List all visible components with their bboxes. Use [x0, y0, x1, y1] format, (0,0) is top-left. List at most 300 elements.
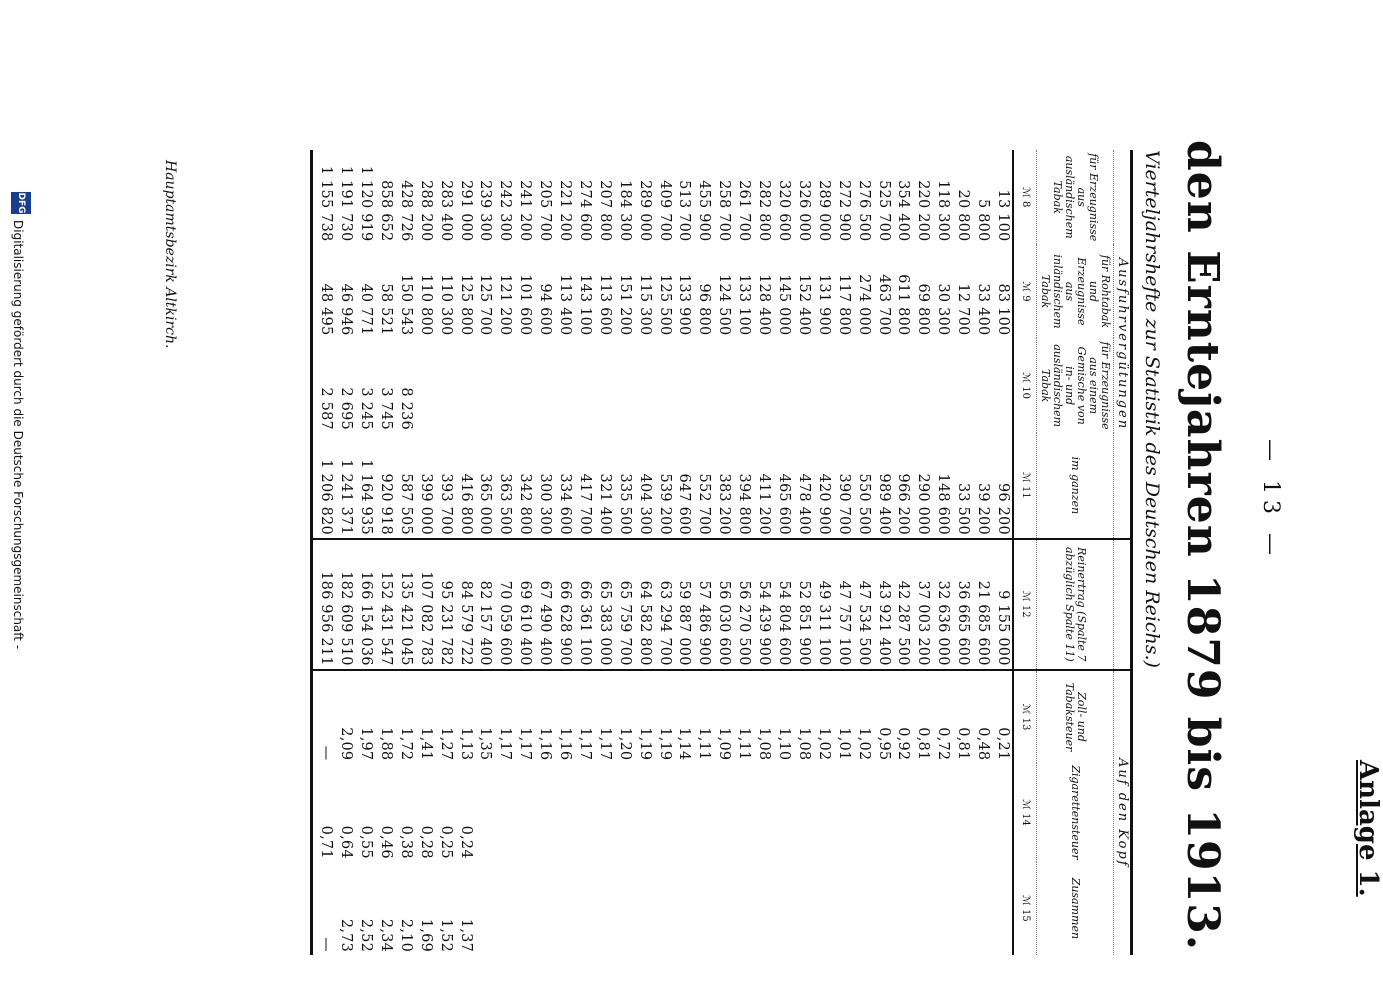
unit-label: ℳ — [1020, 281, 1031, 293]
table-cell: 513 700 — [676, 180, 693, 242]
table-cell: 1,11 — [733, 670, 753, 764]
table-cell: 96 200 — [995, 482, 1011, 535]
table-cell — [912, 862, 932, 955]
table-cell: 13 100 — [995, 189, 1011, 242]
table-cell: 1,35 — [475, 670, 495, 764]
table-cell: 0,92 — [893, 670, 913, 764]
column-header: für Erzeugnisse aus ausländischem Tabak — [1037, 150, 1114, 244]
table-cell — [475, 338, 495, 432]
table-cell — [753, 338, 773, 432]
table-cell: 2,73 — [338, 918, 355, 952]
table-cell: — — [312, 670, 335, 764]
table-cell — [992, 338, 1013, 432]
table-cell: 12 700 — [955, 283, 972, 336]
table-cell: 3 245 — [358, 387, 374, 430]
table-cell: 42 287 500 — [893, 539, 913, 670]
table-cell: 920 918 — [377, 473, 394, 535]
table-cell — [773, 862, 793, 955]
table-cell: 242 300 — [497, 180, 514, 242]
table-cell — [873, 763, 893, 861]
table-cell — [773, 763, 793, 861]
table-cell: 1,16 — [554, 670, 574, 764]
table-row — [873, 150, 893, 955]
table-cell — [455, 338, 475, 432]
column-index: 11 — [1020, 485, 1031, 499]
table-cell: — — [312, 862, 335, 955]
table-cell: 0,28 — [417, 825, 434, 859]
table-cell: 182 609 510 — [335, 539, 355, 670]
table-row — [634, 150, 654, 955]
table-cell: 394 800 — [736, 473, 753, 535]
table-cell — [674, 862, 694, 955]
table-cell: 239 300 — [477, 180, 494, 242]
table-cell: 125 500 — [656, 274, 673, 336]
table-cell: 64 582 800 — [634, 539, 654, 670]
column-number — [1013, 862, 1037, 955]
table-cell — [654, 763, 674, 861]
table-cell: 221 200 — [557, 180, 574, 242]
table-cell: 274 000 — [855, 274, 872, 336]
column-header: Zoll- und Tabaksteuer — [1037, 670, 1114, 764]
table-cell: 66 628 900 — [554, 539, 574, 670]
table-cell: 587 505 — [397, 473, 414, 535]
table-row — [614, 150, 634, 955]
table-row — [375, 150, 395, 955]
table-row — [395, 150, 415, 955]
table-cell — [733, 338, 753, 432]
table-cell: 145 000 — [776, 274, 793, 336]
table-row — [932, 150, 952, 955]
table-cell: 1,41 — [415, 670, 435, 764]
table-cell: 0,64 — [338, 825, 355, 859]
table-cell — [733, 763, 753, 861]
table-row — [475, 150, 495, 955]
table-row — [813, 150, 833, 955]
table-cell: 858 652 — [377, 180, 394, 242]
table-cell: 2,34 — [377, 918, 394, 952]
table-cell — [853, 763, 873, 861]
table-cell: 1,72 — [395, 670, 415, 764]
table-cell — [793, 862, 813, 955]
table-cell: 32 636 000 — [932, 539, 952, 670]
table-cell: 321 400 — [596, 473, 613, 535]
table-row — [972, 150, 992, 955]
table-row — [494, 150, 514, 955]
table-cell: 33 500 — [955, 482, 972, 535]
table-cell: 69 610 400 — [514, 539, 534, 670]
table-cell: 550 500 — [855, 473, 872, 535]
table-cell — [435, 338, 455, 432]
table-cell: 1,08 — [793, 670, 813, 764]
table-cell: 320 600 — [776, 180, 793, 242]
table-cell: 258 700 — [716, 180, 733, 242]
table-row — [554, 150, 574, 955]
table-cell — [972, 862, 992, 955]
table-cell — [972, 338, 992, 432]
table-row — [992, 150, 1013, 955]
table-cell: 121 200 — [497, 274, 514, 336]
table-body — [312, 150, 1013, 955]
table-cell: 1,19 — [634, 670, 654, 764]
table-cell: 241 200 — [517, 180, 534, 242]
table-row — [674, 150, 694, 955]
table-cell: 143 100 — [576, 274, 593, 336]
table-cell — [713, 338, 733, 432]
table-cell — [614, 763, 634, 861]
table-cell: 420 900 — [815, 473, 832, 535]
table-row — [833, 150, 853, 955]
table-cell — [614, 338, 634, 432]
table-cell — [713, 862, 733, 955]
unit-label: ℳ — [1020, 590, 1031, 602]
table-cell — [753, 763, 773, 861]
column-header: für Rohtabak und Erzeugnisse aus inländischem Tabak — [1037, 244, 1114, 338]
table-cell: 966 200 — [895, 473, 912, 535]
table-cell — [514, 338, 534, 432]
table-cell: 39 200 — [975, 482, 992, 535]
table-row — [654, 150, 674, 955]
table-cell: 1,14 — [674, 670, 694, 764]
unit-label: ℳ — [1020, 895, 1031, 906]
table-cell: 5 800 — [975, 198, 992, 242]
table-cell: 59 887 000 — [674, 539, 694, 670]
column-index: 10 — [1020, 386, 1031, 399]
table-cell — [873, 338, 893, 432]
table-cell: 1 241 371 — [338, 459, 355, 535]
table-cell: 365 000 — [477, 473, 494, 535]
table-cell: 1,88 — [375, 670, 395, 764]
table-cell — [853, 862, 873, 955]
table-cell: 186 956 211 — [312, 539, 335, 670]
table-cell: 113 600 — [596, 274, 613, 336]
column-number — [1013, 150, 1037, 244]
table-cell: 30 300 — [935, 283, 952, 336]
table-cell: 133 100 — [736, 274, 753, 336]
table-row — [853, 150, 873, 955]
table-cell: 1,17 — [494, 670, 514, 764]
table-cell — [554, 862, 574, 955]
table-cell: 66 361 100 — [574, 539, 594, 670]
table-cell: 291 000 — [457, 180, 474, 242]
unit-label: ℳ — [1020, 799, 1031, 810]
table-cell: 478 400 — [795, 473, 812, 535]
table-cell: 289 000 — [815, 180, 832, 242]
column-header: Reinertrag (Spalte 7 abzüglich Spalte 11) — [1037, 539, 1114, 670]
table-row — [753, 150, 773, 955]
table-cell — [893, 763, 913, 861]
table-row — [534, 150, 554, 955]
table-cell — [972, 763, 992, 861]
table-cell — [813, 763, 833, 861]
table-cell: 125 700 — [477, 274, 494, 336]
column-index: 9 — [1020, 295, 1031, 302]
table-cell: 20 800 — [955, 189, 972, 242]
table-cell: 37 003 200 — [912, 539, 932, 670]
table-cell: 1,17 — [574, 670, 594, 764]
table-cell: 1,37 — [457, 918, 474, 952]
table-cell — [534, 338, 554, 432]
table-cell: 56 030 600 — [713, 539, 733, 670]
table-cell: 46 946 — [338, 283, 355, 336]
table-cell: 428 726 — [397, 180, 414, 242]
table-cell: 1,17 — [514, 670, 534, 764]
table-cell: 49 311 100 — [813, 539, 833, 670]
table-cell: 1,09 — [713, 670, 733, 764]
table-cell: 58 521 — [377, 283, 394, 336]
unit-label: ℳ — [1020, 372, 1031, 384]
table-cell: 128 400 — [756, 274, 773, 336]
table-cell — [594, 338, 614, 432]
table-cell: 82 157 400 — [475, 539, 495, 670]
table-cell: 69 800 — [915, 283, 932, 336]
table-cell: 67 490 400 — [534, 539, 554, 670]
table-cell — [912, 763, 932, 861]
table-cell: 2 587 — [312, 338, 335, 432]
table-cell: 220 200 — [915, 180, 932, 242]
table-cell: 390 700 — [835, 473, 852, 535]
table-cell: 184 300 — [616, 180, 633, 242]
table-cell: 1 120 919 — [358, 165, 374, 242]
page-number: — 13 — — [1258, 439, 1283, 561]
table-cell: 455 900 — [696, 180, 713, 242]
table-cell: 56 270 500 — [733, 539, 753, 670]
table-cell: 8 236 — [397, 387, 414, 430]
table-cell: 289 000 — [636, 180, 653, 242]
table-cell: 131 900 — [815, 274, 832, 336]
table-cell: 1,02 — [853, 670, 873, 764]
table-cell — [634, 862, 654, 955]
table-row — [893, 150, 913, 955]
table-cell: 416 800 — [457, 473, 474, 535]
table-cell: 95 231 782 — [435, 539, 455, 670]
table-cell: 0,21 — [992, 670, 1013, 764]
table-cell — [992, 763, 1013, 861]
table-row — [355, 150, 375, 955]
table-cell: 326 000 — [795, 180, 812, 242]
table-cell: 1,11 — [694, 670, 714, 764]
table-cell — [694, 338, 714, 432]
table-cell — [554, 763, 574, 861]
digitization-note: Digitalisierung gefördert durch die Deutsche Forschungsgemeinschaft - — [11, 220, 25, 650]
column-number — [1013, 539, 1037, 670]
table-cell: 1,52 — [437, 918, 454, 952]
table-cell: 611 800 — [895, 274, 912, 336]
table-cell: 47 757 100 — [833, 539, 853, 670]
table-cell: 0,46 — [377, 825, 394, 859]
table-cell — [773, 338, 793, 432]
unit-label: ℳ — [1020, 187, 1031, 198]
column-header: Zusammen — [1037, 862, 1114, 955]
table-cell — [952, 862, 972, 955]
table-cell: 463 700 — [875, 274, 892, 336]
table-cell — [793, 763, 813, 861]
table-cell: 117 800 — [835, 274, 852, 336]
table-row — [793, 150, 813, 955]
column-number — [1013, 763, 1037, 861]
table-cell: 276 500 — [855, 180, 872, 242]
table-cell — [494, 763, 514, 861]
table-cell: 354 400 — [895, 180, 912, 242]
table-row — [694, 150, 714, 955]
table-cell: 1,69 — [417, 918, 434, 952]
table-cell: 36 665 600 — [952, 539, 972, 670]
table-cell: 0,25 — [437, 825, 454, 859]
table-cell: 52 851 900 — [793, 539, 813, 670]
table-cell: 272 900 — [835, 180, 852, 242]
table-cell: 205 700 — [537, 180, 554, 242]
column-index: 14 — [1020, 813, 1031, 826]
table-cell — [793, 338, 813, 432]
table-cell: 3 745 — [377, 387, 394, 430]
table-cell: 1,17 — [594, 670, 614, 764]
table-row — [415, 150, 435, 955]
table-cell: 399 000 — [417, 473, 434, 535]
table-cell: 290 000 — [915, 473, 932, 535]
table-cell — [853, 338, 873, 432]
footer-note: Hauptamtsbezirk Altkirch. — [162, 160, 178, 349]
table-cell: 1,20 — [614, 670, 634, 764]
table-cell: 166 154 036 — [355, 539, 375, 670]
table-cell: 83 100 — [995, 283, 1011, 336]
table-cell — [893, 338, 913, 432]
table-cell: 393 700 — [437, 473, 454, 535]
column-index: 13 — [1020, 717, 1031, 731]
column-index: 12 — [1020, 604, 1031, 618]
table-row — [733, 150, 753, 955]
table-cell: 0,72 — [932, 670, 952, 764]
table-cell — [594, 862, 614, 955]
table-cell: 334 600 — [557, 473, 574, 535]
group-header-blank — [1114, 539, 1132, 670]
statistics-table — [310, 150, 1133, 955]
table-cell: 417 700 — [576, 473, 593, 535]
table-cell: 335 500 — [616, 473, 633, 535]
group-header-export: Ausfuhrvergütungen — [1114, 150, 1132, 539]
table-cell: 110 800 — [417, 274, 434, 336]
table-cell: 2 695 — [338, 387, 355, 430]
table-cell: 1 155 738 — [312, 150, 335, 244]
table-cell: 151 200 — [616, 274, 633, 336]
table-cell — [873, 862, 893, 955]
table-cell: 207 800 — [596, 180, 613, 242]
table-cell: 65 383 000 — [594, 539, 614, 670]
table-cell — [893, 862, 913, 955]
annex-label: Anlage 1. — [1353, 760, 1383, 897]
column-header: für Erzeugnisse aus einem Gemische von in- und ausländischem Tabak — [1037, 338, 1114, 432]
table-cell: 152 400 — [795, 274, 812, 336]
page-title: den Erntejahren 1879 bis 1913. — [1177, 140, 1228, 952]
table-cell: 1,08 — [753, 670, 773, 764]
table-cell: 539 200 — [656, 473, 673, 535]
table-cell: 1 164 935 — [358, 459, 374, 535]
table-cell — [713, 763, 733, 861]
table-cell — [733, 862, 753, 955]
table-cell — [694, 862, 714, 955]
table-cell: 1,27 — [435, 670, 455, 764]
table-cell: 152 431 547 — [375, 539, 395, 670]
table-cell — [534, 763, 554, 861]
page-subtitle: Vierteljahrshefte zur Statistik des Deutschen Reichs.) — [1141, 150, 1163, 668]
table-cell: 0,24 — [457, 825, 474, 859]
table-cell — [932, 862, 952, 955]
table-cell: 107 082 783 — [415, 539, 435, 670]
table-cell — [813, 862, 833, 955]
table-cell — [475, 862, 495, 955]
table-cell — [534, 862, 554, 955]
table-cell: 282 800 — [756, 180, 773, 242]
unit-label: ℳ — [1020, 472, 1031, 483]
table-cell: 1,02 — [813, 670, 833, 764]
table-row — [952, 150, 972, 955]
table-cell — [654, 338, 674, 432]
table-cell: 274 600 — [576, 180, 593, 242]
table-cell: 9 155 000 — [992, 539, 1013, 670]
table-cell — [952, 763, 972, 861]
table-row — [455, 150, 475, 955]
table-cell — [833, 862, 853, 955]
table-cell: 135 421 045 — [395, 539, 415, 670]
table-cell: 70 059 600 — [494, 539, 514, 670]
table-row — [594, 150, 614, 955]
table-cell — [932, 763, 952, 861]
table-cell: 21 685 600 — [972, 539, 992, 670]
table-cell: 124 500 — [716, 274, 733, 336]
table-cell — [634, 763, 654, 861]
table-cell — [833, 338, 853, 432]
table-cell: 0,81 — [912, 670, 932, 764]
table-cell: 0,55 — [358, 825, 374, 859]
table-row — [574, 150, 594, 955]
table-cell: 101 600 — [517, 274, 534, 336]
table-cell: 1,97 — [355, 670, 375, 764]
table-cell: 65 759 700 — [614, 539, 634, 670]
table-cell: 363 500 — [497, 473, 514, 535]
table-cell: 0,48 — [972, 670, 992, 764]
table-cell: 989 400 — [875, 473, 892, 535]
table-cell: 96 800 — [696, 283, 713, 336]
table-cell: 0,38 — [397, 825, 414, 859]
table-cell: 2,10 — [397, 918, 414, 952]
table-cell: 465 600 — [776, 473, 793, 535]
table-cell: 150 543 — [397, 274, 414, 336]
table-cell: 133 900 — [676, 274, 693, 336]
table-cell — [634, 338, 654, 432]
table-cell: 409 700 — [656, 180, 673, 242]
table-cell — [833, 763, 853, 861]
table-cell — [514, 763, 534, 861]
table-row — [312, 150, 335, 955]
table-cell — [554, 338, 574, 432]
table-row — [335, 150, 355, 955]
table-cell — [674, 763, 694, 861]
table-cell: 647 600 — [676, 473, 693, 535]
table-cell — [415, 338, 435, 432]
table-cell: 2,09 — [335, 670, 355, 764]
table-cell — [952, 338, 972, 432]
table-cell: 113 400 — [557, 274, 574, 336]
table-cell: 2,52 — [358, 918, 374, 952]
table-cell: 1 206 820 — [312, 433, 335, 539]
table-cell: 84 579 722 — [455, 539, 475, 670]
table-cell: 47 534 500 — [853, 539, 873, 670]
column-index: 15 — [1020, 908, 1031, 922]
column-index: 8 — [1020, 201, 1031, 208]
table-cell: 552 700 — [696, 473, 713, 535]
table-cell — [574, 862, 594, 955]
table-cell — [992, 862, 1013, 955]
table-cell: 33 400 — [975, 283, 992, 336]
table-cell: 283 400 — [437, 180, 454, 242]
